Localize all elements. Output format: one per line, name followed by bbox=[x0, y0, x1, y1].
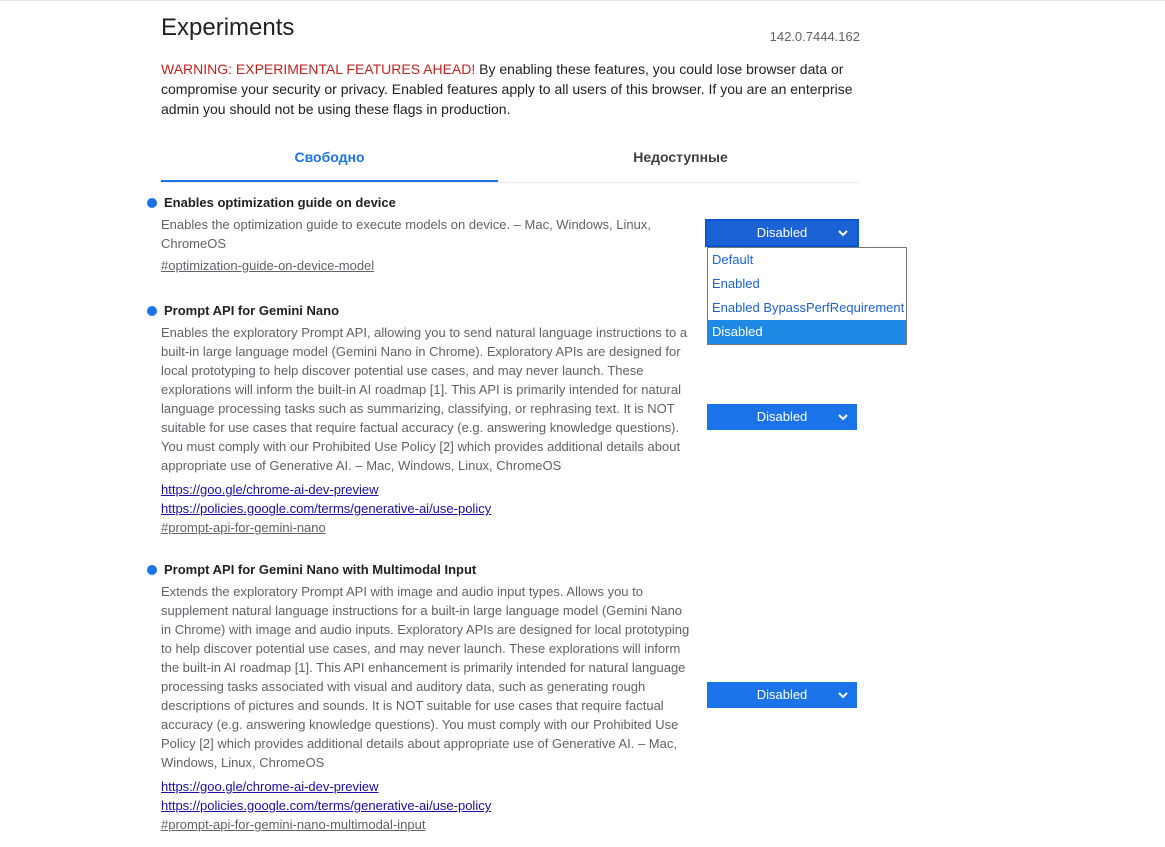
tab-bar bbox=[161, 138, 860, 183]
experiment-link[interactable]: https://goo.gle/chrome-ai-dev-preview bbox=[161, 779, 379, 794]
warning-label: WARNING: EXPERIMENTAL FEATURES AHEAD! bbox=[161, 61, 476, 77]
chevron-down-icon bbox=[837, 221, 849, 245]
tab-available[interactable]: Свободно bbox=[161, 138, 498, 182]
experiment-title bbox=[147, 302, 707, 320]
dropdown-option-enabled[interactable]: Enabled bbox=[712, 276, 760, 291]
version-label: 142.0.7444.162 bbox=[769, 29, 860, 44]
select-value: Disabled bbox=[756, 409, 808, 424]
select-dropdown-list bbox=[707, 247, 907, 345]
dropdown-option-disabled[interactable]: Disabled bbox=[708, 320, 906, 344]
warning-text: By enabling these features, you could lose browser data or compromise your security or privacy. Enabled features apply to all users of this browser. If you are an enterprise admin you should not be using these flags in production. bbox=[161, 61, 853, 117]
experiment-links bbox=[161, 777, 707, 834]
experiment-permalink[interactable]: #prompt-api-for-gemini-nano bbox=[161, 520, 326, 535]
dropdown-option-enabled-bypass[interactable]: Enabled BypassPerfRequirement bbox=[712, 300, 905, 315]
experiment-description: Enables the optimization guide to execute models on device. – Mac, Windows, Linux, ChromeOS bbox=[161, 217, 651, 251]
top-divider bbox=[0, 0, 1165, 1]
experiment-link[interactable]: https://policies.google.com/terms/generative-ai/use-policy bbox=[161, 501, 492, 516]
experiment-permalink[interactable]: #prompt-api-for-gemini-nano-multimodal-input bbox=[161, 817, 426, 832]
chevron-down-icon bbox=[837, 682, 849, 708]
experiment-link[interactable]: https://policies.google.com/terms/generative-ai/use-policy bbox=[161, 798, 492, 813]
experiment-title-text: Prompt API for Gemini Nano with Multimodal Input bbox=[164, 562, 477, 577]
page-title: Experiments bbox=[161, 14, 295, 41]
select-value: Disabled bbox=[756, 225, 808, 240]
experiment-permalink[interactable]: #optimization-guide-on-device-model bbox=[161, 258, 375, 273]
experiment-links bbox=[161, 256, 707, 275]
experiment-optimization-guide bbox=[147, 194, 707, 275]
tab-unavailable[interactable]: Недоступные bbox=[633, 149, 728, 165]
experiment-title bbox=[147, 194, 707, 212]
select-value: Disabled bbox=[756, 687, 808, 702]
experiment-links bbox=[161, 480, 707, 537]
bullet-dot-icon bbox=[147, 306, 157, 316]
experiment-select-prompt-api[interactable] bbox=[707, 404, 857, 430]
experiment-select-optimization-guide[interactable] bbox=[705, 219, 859, 247]
experiment-description: Enables the exploratory Prompt API, allowing you to send natural language instructions to a built-in large language model (Gemini Nano in Chrome). Exploratory APIs are designed for local prototyping to help discover potential use cases, and may never launch. These explorations will inform the built-in AI roadmap [1]. This API is primarily intended for natural language processing tasks such as summarizing, classifying, or rephrasing text. It is NOT suitable for use cases that require factual accuracy (e.g. answering knowledge questions). You must comply with our Prohibited Use Policy [2] which provides additional details about appropriate use of Generative AI. – Mac, Windows, Linux, ChromeOS bbox=[161, 325, 688, 473]
experiment-title-text: Prompt API for Gemini Nano bbox=[164, 303, 340, 318]
experiment-prompt-api bbox=[147, 302, 707, 537]
experiment-link[interactable]: https://goo.gle/chrome-ai-dev-preview bbox=[161, 482, 379, 497]
experiment-title bbox=[147, 561, 707, 579]
experiment-select-prompt-api-multimodal[interactable] bbox=[707, 682, 857, 708]
experiment-description: Extends the exploratory Prompt API with image and audio input types. Allows you to supplement natural language instructions for a built-in large language model (Gemini Nano in Chrome) with image and audio inputs. Exploratory APIs are designed for local prototyping to help discover potential use cases, and may never launch. These explorations will inform the built-in AI roadmap [1]. This API enhancement is primarily intended for natural language processing tasks associated with visual and auditory data, such as generating rough descriptions of pictures and sounds. It is NOT suitable for use cases that require factual accuracy (e.g. answering knowledge questions). You must comply with our Prohibited Use Policy [2] which provides additional details about appropriate use of Generative AI. – Mac, Windows, Linux, ChromeOS bbox=[161, 584, 690, 770]
experiment-prompt-api-multimodal bbox=[147, 561, 707, 834]
chevron-down-icon bbox=[837, 404, 849, 430]
dropdown-option-default[interactable]: Default bbox=[712, 252, 754, 267]
experiment-title-text: Enables optimization guide on device bbox=[164, 195, 396, 210]
bullet-dot-icon bbox=[147, 198, 157, 208]
bullet-dot-icon bbox=[147, 565, 157, 575]
warning-message bbox=[161, 59, 861, 119]
